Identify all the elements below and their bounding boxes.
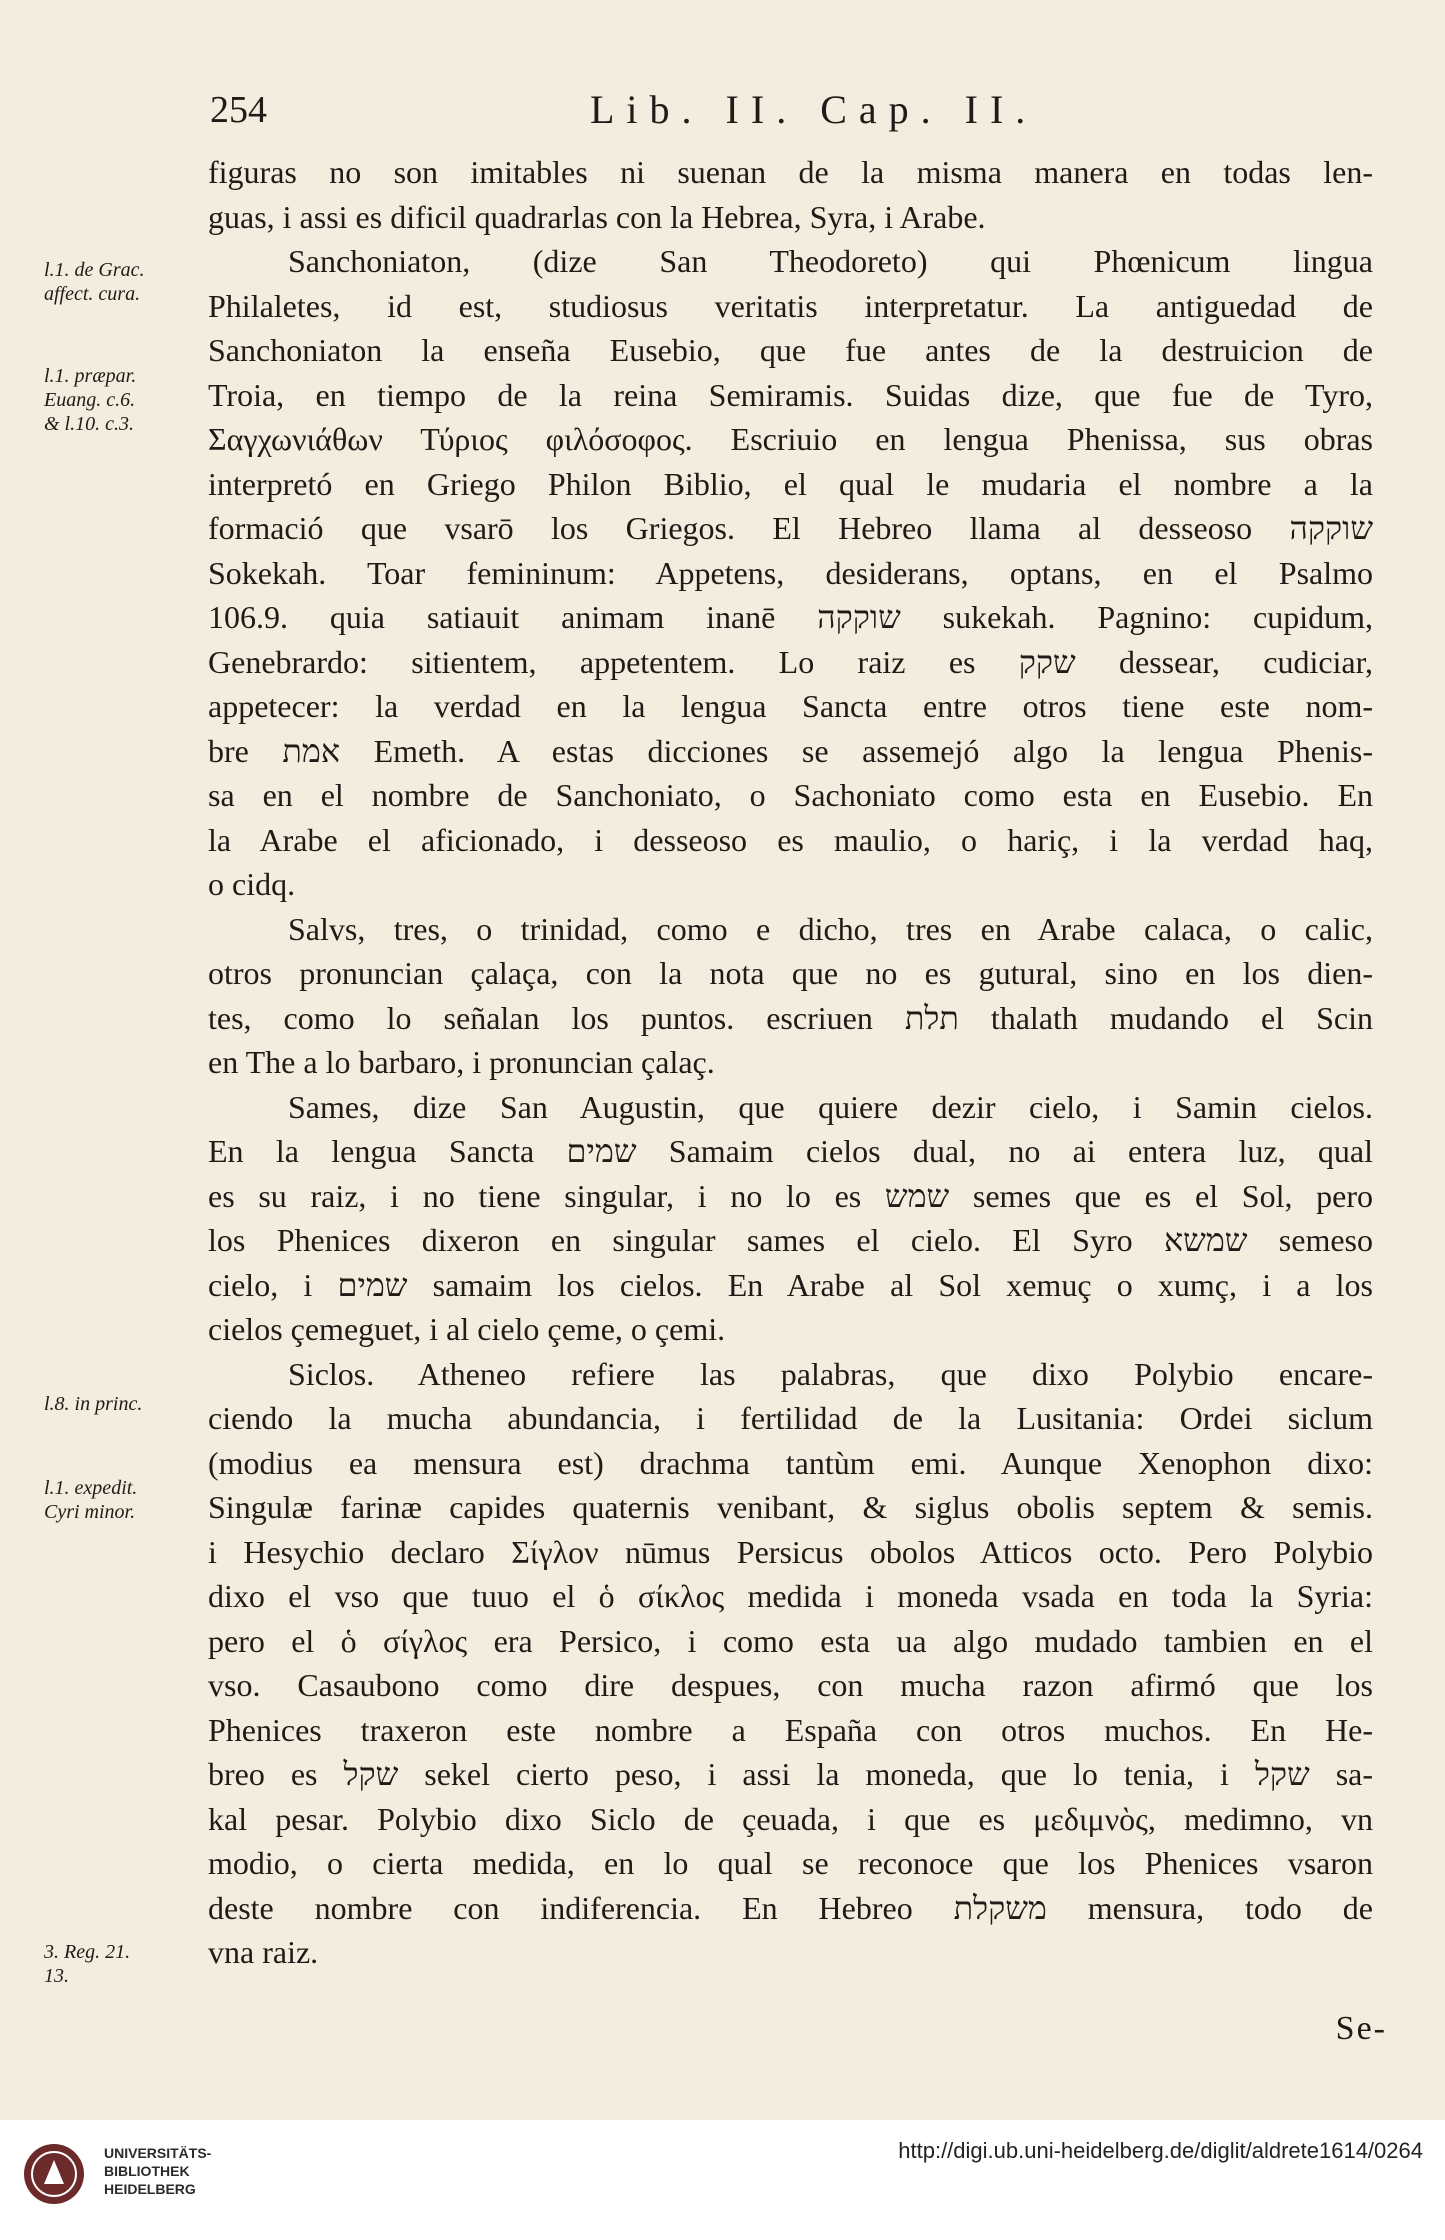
text-line: Sanchoniaton, (dize San Theodoreto) qui Phœnicum lingua — [288, 243, 1373, 279]
marginal-note-line: l.8. in princ. — [44, 1393, 143, 1415]
text-line: sa en el nombre de Sanchoniato, o Sachoniato como esta en Eusebio. En — [208, 777, 1373, 813]
running-head: Lib. II. Cap. II. — [590, 87, 1038, 132]
text-line: Singulæ farinæ capides quaternis venibant, & siglus obolis septem & semis. — [208, 1489, 1373, 1525]
text-line: kal pesar. Polybio dixo Siclo de çeuada, i que es μεδιμνὸς, medimno, vn — [208, 1800, 1373, 1837]
text-line: Salvs, tres, o trinidad, como e dicho, tres en Arabe calaca, o calic, — [288, 910, 1373, 947]
text-line: Philaletes, id est, studiosus veritatis interpretatur. La antiguedad de — [208, 287, 1373, 324]
library-name — [104, 2144, 211, 2198]
text-line: Troia, en tiempo de la reina Semiramis. Suidas dize, que fue de Tyro, — [208, 376, 1373, 413]
text-line: breo es שקל sekel cierto peso, i assi la moneda, que lo tenia, i שקל sa- — [208, 1756, 1373, 1792]
text-line: 106.9. quia satiauit animam inanē שוקקה sukekah. Pagnino: cupidum, — [208, 599, 1373, 635]
library-name-line: UNIVERSITÄTS- — [104, 2145, 212, 2161]
text-line: Sames, dize San Augustin, que quiere dezir cielo, i Samin cielos. — [288, 1088, 1373, 1125]
library-footer — [0, 2120, 1445, 2240]
marginal-note — [44, 364, 204, 436]
text-line: formació que vsarō los Griegos. El Hebreo llama al desseoso שוקקה — [208, 510, 1373, 546]
text-line: bre אמת Emeth. A estas dicciones se assemejó algo la lengua Phenis- — [208, 732, 1373, 769]
text-line: vna raiz. — [208, 1934, 319, 1970]
page-number: 254 — [210, 89, 267, 131]
text-line: pero el ὁ σίγλος era Persico, i como esta ua algo mudado tambien en el — [208, 1622, 1373, 1659]
marginal-note-line: l.1. de Grac. — [44, 259, 145, 281]
text-line: figuras no son imitables ni suenan de la misma manera en todas len- — [208, 154, 1373, 190]
text-line: deste nombre con indiferencia. En Hebreo משקלת mensura, todo de — [208, 1889, 1373, 1926]
text-line: Σαγχωνιάθων Τύριος φιλόσοφος. Escriuio en lengua Phenissa, sus obras — [208, 421, 1373, 457]
source-url[interactable]: http://digi.ub.uni-heidelberg.de/diglit/aldrete1614/0264 — [898, 2138, 1423, 2163]
text-line: vso. Casaubono como dire despues, con mucha razon afirmó que los — [208, 1667, 1373, 1703]
university-seal-icon — [22, 2142, 86, 2206]
marginal-note — [44, 1476, 204, 1524]
marginal-note — [44, 258, 204, 306]
text-line: guas, i assi es dificil quadrarlas con la Hebrea, Syra, i Arabe. — [208, 198, 986, 235]
text-line: Genebrardo: sitientem, appetentem. Lo raiz es שקק dessear, cudiciar, — [208, 643, 1373, 680]
text-line: (modius ea mensura est) drachma tantùm emi. Aunque Xenophon dixo: — [208, 1444, 1373, 1481]
marginal-note-line: 3. Reg. 21. — [44, 1941, 131, 1963]
text-line: la Arabe el aficionado, i desseoso es maulio, o hariç, i la verdad haq, — [208, 821, 1373, 858]
text-line: Sokekah. Toar femininum: Appetens, desiderans, optans, en el Psalmo — [208, 554, 1373, 591]
text-line: los Phenices dixeron en singular sames el cielo. El Syro שמשא semeso — [208, 1222, 1373, 1258]
text-line: Sanchoniaton la enseña Eusebio, que fue antes de la destruicion de — [208, 332, 1373, 368]
text-line: dixo el vso que tuuo el ὁ σίκλος medida i moneda vsada en toda la Syria: — [208, 1578, 1373, 1614]
text-line: o cidq. — [208, 866, 296, 902]
library-name-line: BIBLIOTHEK — [104, 2163, 190, 2179]
text-line: cielos çemeguet, i al cielo çeme, o çemi. — [208, 1311, 726, 1347]
text-line: i Hesychio declaro Σίγλον nūmus Persicus obolos Atticos octo. Pero Polybio — [208, 1533, 1373, 1570]
marginal-note-line: 13. — [44, 1965, 69, 1987]
marginal-note-line: affect. cura. — [44, 283, 141, 305]
marginal-note — [44, 1940, 204, 1988]
marginal-note-line: l.1. præpar. — [44, 365, 137, 387]
text-line: interpretó en Griego Philon Biblio, el qual le mudaria el nombre a la — [208, 465, 1373, 502]
library-name-line: HEIDELBERG — [104, 2181, 196, 2197]
text-line: Phenices traxeron este nombre a España con otros muchos. En He- — [208, 1711, 1373, 1748]
marginal-note-line: & l.10. c.3. — [44, 413, 134, 435]
text-line: modio, o cierta medida, en lo qual se reconoce que los Phenices vsaron — [208, 1845, 1373, 1881]
body-text — [208, 150, 1373, 1975]
marginal-note-line: l.1. expedit. — [44, 1477, 138, 1499]
text-line: es su raiz, i no tiene singular, i no lo es שמש semes que es el Sol, pero — [208, 1177, 1373, 1214]
text-line: otros pronuncian çalaça, con la nota que no es gutural, sino en los dien- — [208, 955, 1373, 991]
text-line: ciendo la mucha abundancia, i fertilidad de la Lusitania: Ordei siclum — [208, 1400, 1373, 1436]
catchword: Se- — [1335, 2010, 1387, 2047]
marginal-note — [44, 1392, 204, 1416]
text-line: Siclos. Atheneo refiere las palabras, que dixo Polybio encare- — [288, 1355, 1373, 1392]
text-line: en The a lo barbaro, i pronuncian çalaç. — [208, 1044, 715, 1080]
text-line: appetecer: la verdad en la lengua Sancta entre otros tiene este nom- — [208, 688, 1373, 724]
page-header — [0, 80, 1445, 140]
marginal-note-line: Euang. c.6. — [44, 389, 136, 411]
text-line: cielo, i שמים samaim los cielos. En Arabe al Sol xemuç o xumç, i a los — [208, 1266, 1373, 1303]
marginal-note-line: Cyri minor. — [44, 1501, 136, 1523]
text-line: tes, como lo señalan los puntos. escriuen תלת thalath mudando el Scin — [208, 999, 1373, 1036]
text-line: En la lengua Sancta שמים Samaim cielos dual, no ai entera luz, qual — [208, 1133, 1373, 1169]
